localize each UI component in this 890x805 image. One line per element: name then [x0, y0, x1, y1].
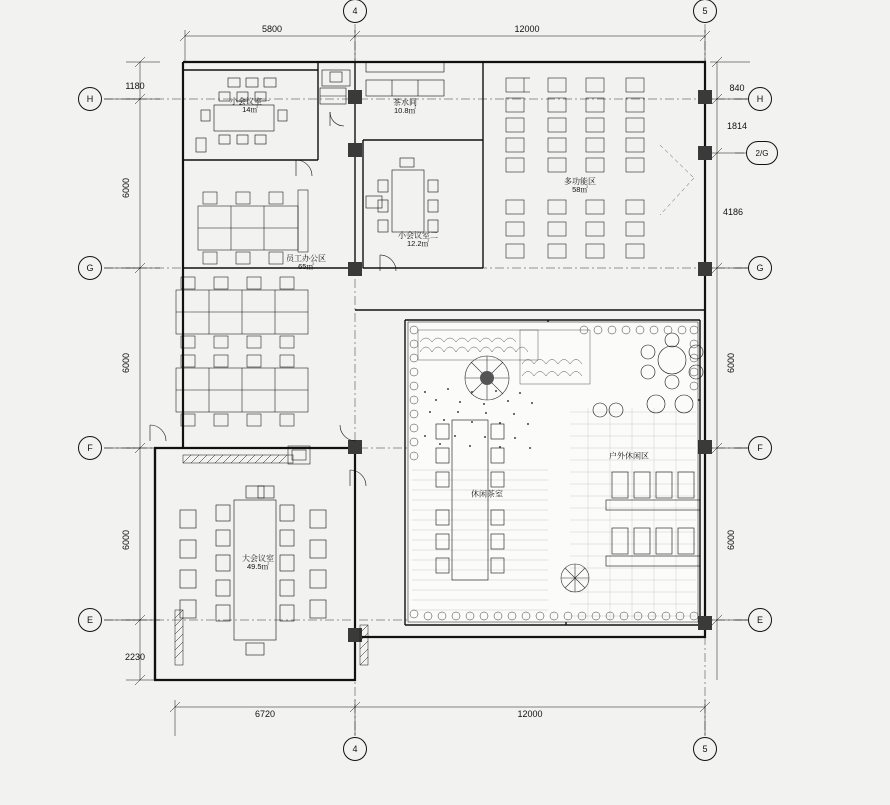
- room-name-small-meeting-2: 小会议室二: [398, 231, 438, 241]
- room-name-outdoor-leisure: 户外休闲区: [609, 451, 649, 461]
- room-area-big-meeting: 49.5㎡: [246, 562, 270, 572]
- room-area-small-meeting-2: 12.2㎡: [406, 239, 430, 249]
- dimension-right-dim-4186: 4186: [722, 206, 744, 217]
- room-area-multi-function: 58㎡: [572, 185, 588, 195]
- dimension-left-dim-6000-b: 6000: [120, 352, 131, 374]
- room-label-small-meeting-1: [230, 97, 270, 115]
- grid-bubble-top-4: 4: [343, 0, 367, 23]
- room-label-big-meeting: [242, 554, 274, 572]
- grid-bubble-bottom-4: 4: [343, 737, 367, 761]
- grid-bubble-bottom-5: 5: [693, 737, 717, 761]
- grid-bubble-right-G: G: [748, 256, 772, 280]
- room-area-small-meeting-1: 14㎡: [242, 105, 258, 115]
- grid-bubble-left-E: E: [78, 608, 102, 632]
- room-label-leisure-tea: [471, 489, 503, 498]
- room-area-tea-room: 10.8㎡: [393, 106, 417, 116]
- room-label-staff-office: [286, 254, 326, 272]
- room-label-small-meeting-2: [398, 231, 438, 249]
- dimension-right-dim-6000-b: 6000: [725, 529, 736, 551]
- dimension-right-dim-840: 840: [729, 82, 745, 93]
- grid-bubble-left-H: H: [78, 87, 102, 111]
- dimension-top-dim-12000: 12000: [514, 23, 540, 34]
- dimension-top-dim-5800: 5800: [261, 23, 283, 34]
- grid-bubble-right-E: E: [748, 608, 772, 632]
- room-name-staff-office: 员工办公区: [286, 254, 326, 264]
- dimension-left-dim-6000-c: 6000: [120, 529, 131, 551]
- room-label-outdoor-leisure: [609, 451, 649, 460]
- grid-bubble-left-G: G: [78, 256, 102, 280]
- dimension-left-dim-1180: 1180: [125, 80, 145, 91]
- room-name-multi-function: 多功能区: [564, 177, 596, 187]
- dimension-left-dim-6000-a: 6000: [120, 177, 131, 199]
- room-area-staff-office: 65㎡: [298, 262, 314, 272]
- room-name-leisure-tea: 休闲茶室: [471, 489, 503, 499]
- grid-bubble-top-5: 5: [693, 0, 717, 23]
- grid-bubble-right-F: F: [748, 436, 772, 460]
- dimension-bottom-dim-6720: 6720: [254, 708, 276, 719]
- dimension-left-dim-2230: 2230: [124, 651, 146, 662]
- room-name-tea-room: 茶水间: [393, 98, 417, 108]
- room-label-tea-room: [393, 98, 417, 116]
- grid-bubble-left-F: F: [78, 436, 102, 460]
- room-name-small-meeting-1: 小会议室一: [230, 97, 270, 107]
- grid-bubble-right-H: H: [748, 87, 772, 111]
- room-label-multi-function: [564, 177, 596, 195]
- dimension-right-dim-1814: 1814: [726, 120, 748, 131]
- room-name-big-meeting: 大会议室: [242, 554, 274, 564]
- dimension-right-dim-6000-a: 6000: [725, 352, 736, 374]
- dimension-bottom-dim-12000: 12000: [517, 708, 543, 719]
- grid-bubble-right-2G: 2/G: [746, 141, 778, 165]
